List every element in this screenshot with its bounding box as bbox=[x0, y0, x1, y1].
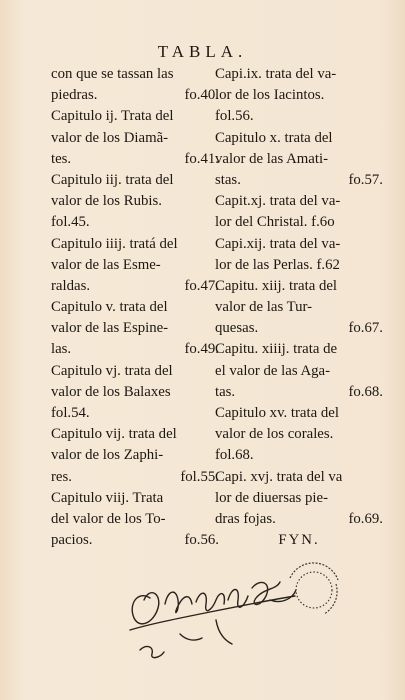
index-line bbox=[215, 297, 383, 318]
index-folio: fo.49. bbox=[184, 341, 219, 358]
index-entry-text: lor de diuersas pie- bbox=[215, 489, 328, 506]
index-line bbox=[51, 85, 219, 106]
index-entry-text: valor de las Tur- bbox=[215, 299, 313, 316]
index-folio: fol.55. bbox=[180, 468, 219, 485]
index-line bbox=[51, 361, 219, 382]
index-entry-text: FYN. bbox=[278, 532, 320, 549]
index-entry-text: raldas. bbox=[51, 277, 91, 294]
index-line bbox=[51, 509, 219, 530]
index-line bbox=[51, 339, 219, 360]
index-line bbox=[51, 424, 219, 445]
index-entry-text: fol.45. bbox=[51, 214, 90, 231]
index-folio: fo.47. bbox=[184, 277, 219, 294]
index-folio: fo.67. bbox=[348, 320, 383, 337]
index-entry-text: piedras. bbox=[51, 87, 98, 104]
index-entry-text: valor de los Rubis. bbox=[51, 193, 162, 210]
index-folio: fo.41. bbox=[184, 150, 219, 167]
index-entry-text: Capitulo ij. Trata del bbox=[51, 108, 174, 125]
index-entry-text: tes. bbox=[51, 150, 72, 167]
index-entry-text: valor de los Zaphi- bbox=[51, 447, 164, 464]
index-entry-text: Capitulo iij. trata del bbox=[51, 171, 174, 188]
index-entry-text: valor de las Esme- bbox=[51, 256, 161, 273]
index-line bbox=[215, 424, 383, 445]
index-line bbox=[215, 339, 383, 360]
index-entry-text: fol.54. bbox=[51, 405, 90, 421]
index-entry-text: Capi. xvj. trata del va bbox=[215, 468, 343, 485]
index-entry-text: Capi.ix. trata del va- bbox=[215, 66, 337, 82]
index-folio: fo.57. bbox=[348, 171, 383, 188]
index-entry-text: lor del Christal. f.6o bbox=[215, 214, 335, 231]
index-line bbox=[215, 467, 383, 488]
index-line bbox=[51, 297, 219, 318]
index-entry-text: Capitu. xiij. trata del bbox=[215, 277, 338, 294]
index-folio: fo.40. bbox=[184, 87, 219, 104]
index-line bbox=[215, 128, 383, 149]
index-entry-text: fol.68. bbox=[215, 447, 254, 464]
index-line bbox=[51, 128, 219, 149]
library-stamp-icon bbox=[284, 560, 344, 620]
index-entry-text: fol.56. bbox=[215, 108, 254, 125]
index-line bbox=[215, 488, 383, 509]
index-entry-text: lor de los Iacintos. bbox=[215, 87, 325, 104]
index-line bbox=[215, 191, 383, 212]
index-entry-text: las. bbox=[51, 341, 72, 358]
index-line bbox=[51, 403, 219, 424]
index-entry-text: stas. bbox=[215, 171, 241, 188]
index-line bbox=[215, 509, 383, 530]
index-line bbox=[51, 191, 219, 212]
page-title: TABLA. bbox=[157, 42, 248, 61]
index-line bbox=[51, 467, 219, 488]
index-entry-text: Capitulo v. trata del bbox=[51, 299, 168, 316]
index-line bbox=[51, 382, 219, 403]
index-entry-text: el valor de las Aga- bbox=[215, 362, 331, 379]
index-entry-text: Capitulo x. trata del bbox=[215, 129, 333, 146]
index-line bbox=[215, 234, 383, 255]
index-line bbox=[215, 106, 383, 127]
index-line bbox=[51, 318, 219, 339]
index-folio: fo.69. bbox=[348, 510, 383, 527]
index-entry-text: Capitulo xv. trata del bbox=[215, 405, 339, 421]
index-line bbox=[215, 361, 383, 382]
index-line bbox=[51, 64, 219, 85]
index-entry-text: Capitulo vj. trata del bbox=[51, 362, 173, 379]
index-entry-text: tas. bbox=[215, 383, 236, 400]
index-entry-text: valor de los Balaxes bbox=[51, 383, 171, 400]
index-line bbox=[51, 488, 219, 509]
index-line bbox=[51, 234, 219, 255]
index-line bbox=[51, 212, 219, 233]
index-line bbox=[215, 85, 383, 106]
index-entry-text: valor de los Diamã- bbox=[51, 129, 169, 146]
index-line bbox=[215, 212, 383, 233]
index-entry-text: dras fojas. bbox=[215, 510, 276, 527]
index-entry-text: Capitu. xiiij. trata de bbox=[215, 341, 338, 358]
left-column bbox=[51, 64, 219, 551]
index-line bbox=[215, 276, 383, 297]
index-line bbox=[215, 382, 383, 403]
index-line bbox=[51, 149, 219, 170]
index-entry-text: Capitulo viij. Trata bbox=[51, 489, 164, 506]
index-line bbox=[51, 255, 219, 276]
index-line bbox=[215, 64, 383, 85]
index-line bbox=[51, 445, 219, 466]
index-line bbox=[215, 445, 383, 466]
index-line bbox=[215, 403, 383, 424]
index-line bbox=[51, 530, 219, 551]
index-line bbox=[51, 106, 219, 127]
index-entry-text: Capitulo vij. trata del bbox=[51, 426, 177, 443]
index-line bbox=[51, 170, 219, 191]
index-entry-text: Capitulo iiij. tratá del bbox=[51, 235, 178, 252]
index-folio: fo.56. bbox=[184, 532, 219, 549]
index-line bbox=[215, 170, 383, 191]
index-line bbox=[215, 530, 383, 551]
index-entry-text: pacios. bbox=[51, 532, 93, 549]
index-entry-text: quesas. bbox=[215, 320, 259, 337]
index-entry-text: lor de las Perlas. f.62 bbox=[215, 256, 340, 273]
index-entry-text: valor de las Espine- bbox=[51, 320, 169, 337]
index-entry-text: con que se tassan las bbox=[51, 66, 174, 82]
index-line bbox=[51, 276, 219, 297]
index-line bbox=[215, 255, 383, 276]
index-folio: fo.68. bbox=[348, 383, 383, 400]
index-line bbox=[215, 318, 383, 339]
right-column bbox=[215, 64, 383, 551]
index-entry-text: del valor de los To- bbox=[51, 510, 166, 527]
index-entry-text: valor de los corales. bbox=[215, 426, 334, 443]
index-entry-text: Capi.xij. trata del va- bbox=[215, 235, 341, 252]
index-line bbox=[215, 149, 383, 170]
index-entry-text: valor de las Amati- bbox=[215, 150, 328, 167]
index-entry-text: Capit.xj. trata del va- bbox=[215, 193, 341, 210]
index-entry-text: res. bbox=[51, 468, 72, 485]
